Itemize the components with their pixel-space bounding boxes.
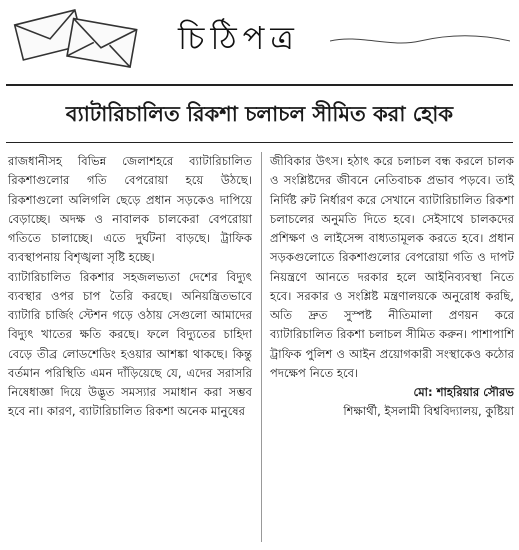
paragraph: ব্যাটারিচালিত রিকশার সহজলভ্যতা দেশের বিদ্যুৎ ব্যবস্থার ওপর চাপ তৈরি করছে। অনিয়ন্ত্রিতভাবে ব্যাটারি চার্জিং স্টেশন গড়ে ওঠায় সেগুলো আমাদের বিদ্যুৎ খাতের ক্ষতি করছে। ফলে বিদ্যুতের চাহিদা বেড়ে তীব্র লোডশেডিং হওয়ার আশঙ্কা থাকছে। কিন্তু বর্তমান পরিস্থিতি এমন দাঁড়িয়েছে যে, এদের সরাসরি নিষেধাজ্ঞা দিয়ে উদ্ভূত সমস্যার সমাধান করা সম্ভব হবে না। কারণ, ব্যাটারিচালিত রিকশা অনেক মানুষের xyxy=(8,269,252,419)
section-header xyxy=(0,0,519,78)
column-divider xyxy=(261,152,262,542)
article-headline: ব্যাটারিচালিত রিকশা চলাচল সীমিত করা হোক xyxy=(65,102,454,126)
envelopes-icon xyxy=(8,4,158,74)
paragraph: রাজধানীসহ বিভিন্ন জেলাশহরে ব্যাটারিচালিত রিকশাগুলোর গতি বেপরোয়া হয়ে উঠছে। রিকশাগুলো অলিগলি ছেড়ে প্রধান সড়কেও দাপিয়ে বেড়াচ্ছে। অদক্ষ ও নাবালক চালকেরা বেপরোয়া গতিতে চালাচ্ছে। এতে দুর্ঘটনা বাড়ছে। ট্রাফিক ব্যবস্থাপনায় বিশৃঙ্খলা সৃষ্টি হচ্ছে। xyxy=(8,154,252,265)
paragraph: জীবিকার উৎস। হঠাৎ করে চলাচল বন্ধ করলে চালক ও সংশ্লিষ্টদের জীবনে নেতিবাচক প্রভাব পড়বে। তাই নির্দিষ্ট রুট নির্ধারণ করে সেখানে ব্যাটারিচালিত রিকশা চলাচলের অনুমতি দিতে হবে। সেইসাথে চালকদের প্রশিক্ষণ ও লাইসেন্স বাধ্যতামূলক করতে হবে। প্রধান সড়কগুলোতে রিকশাগুলোর বেপরোয়া গতি ও দাপট নিয়ন্ত্রণে আনতে দরকার হলে আইনিব্যবস্থা নিতে হবে। সরকার ও সংশ্লিষ্ট মন্ত্রণালয়কে অনুরোধ করছি, অতি দ্রুত সুস্পষ্ট নীতিমালা প্রণয়ন করে ব্যাটারিচালিত রিকশা চলাচল সীমিত করুন। পাশাপাশি ট্রাফিক পুলিশ ও আইন প্রয়োগকারী সংস্থাকেও কঠোর পদক্ষেপ নিতে হবে। xyxy=(270,154,514,380)
right-column xyxy=(270,152,514,422)
author-affiliation: শিক্ষার্থী, ইসলামী বিশ্ববিদ্যালয়, কুষ্টিয়া xyxy=(343,404,514,419)
headline-rule xyxy=(6,142,513,143)
left-column xyxy=(8,152,252,422)
decorative-ornament xyxy=(330,34,510,48)
section-title: চিঠিপত্র xyxy=(178,19,300,57)
header-rule xyxy=(6,84,513,86)
author-name: মো: শাহরিয়ার সৌরভ xyxy=(413,385,514,399)
